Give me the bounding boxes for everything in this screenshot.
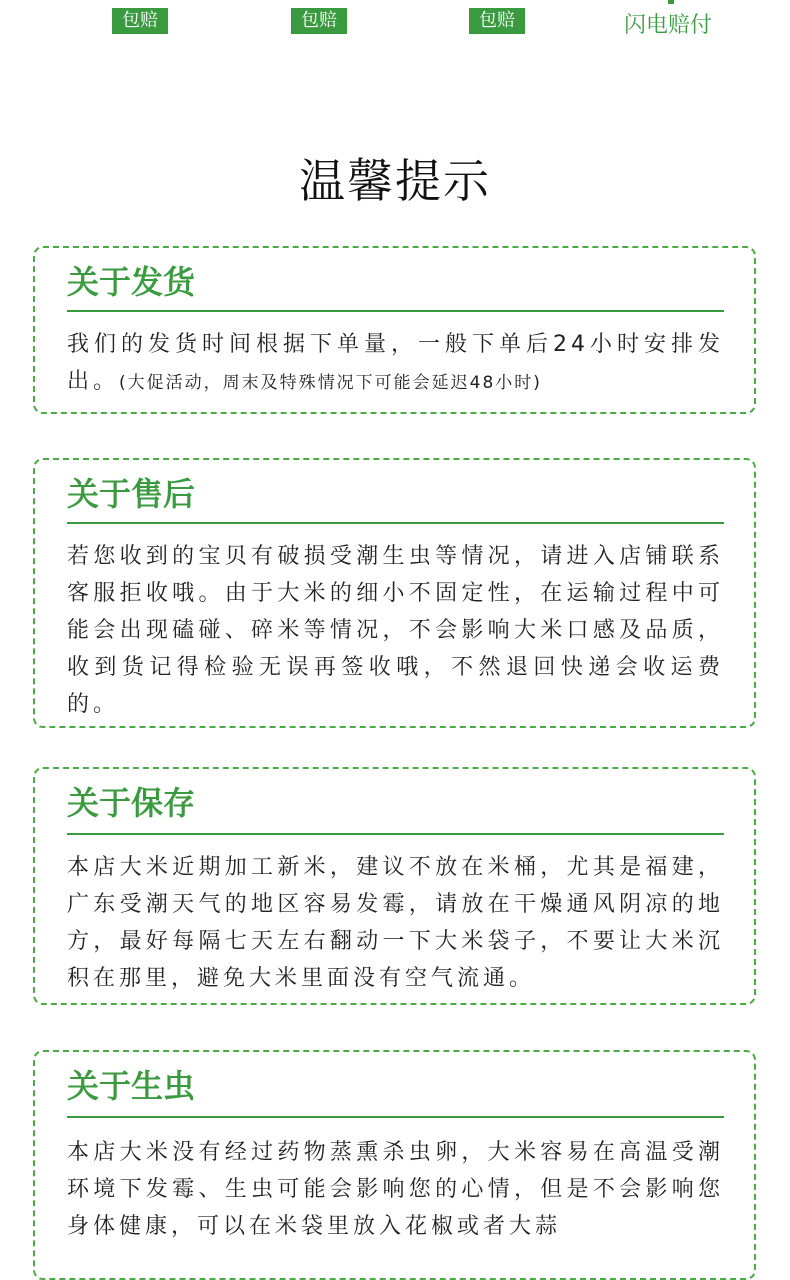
- section-shipping: [33, 246, 756, 414]
- section-divider: [67, 1116, 724, 1118]
- section-insects: [33, 1050, 756, 1280]
- section-note: (大促活动，周末及特殊情况下可能会延迟48小时): [119, 373, 542, 393]
- section-after-sales: [33, 458, 756, 728]
- section-title: 关于发货: [67, 263, 196, 301]
- section-text: 若您收到的宝贝有破损受潮生虫等情况，请进入店铺联系客服拒收哦。由于大米的细小不固定性，在运输过程中可能会出现磕碰、碎米等情况，不会影响大米口感及品质，收到货记得检验无误再签收哦，不然退回快递会收运费的。: [67, 544, 724, 717]
- section-divider: [67, 833, 724, 835]
- section-storage: [33, 767, 756, 1005]
- section-title: 关于保存: [67, 784, 196, 822]
- flash-payout-label: 闪电赔付: [624, 13, 713, 38]
- compensation-badge: 包赔: [291, 8, 347, 34]
- section-title: 关于售后: [67, 475, 196, 513]
- badge-marker-icon: [668, 0, 674, 4]
- section-divider: [67, 310, 724, 312]
- page-title: 温馨提示: [299, 154, 491, 208]
- section-text-main: 我们的发货时间根据下单量，一般下单后24小时安排发出。: [67, 332, 724, 394]
- section-text: 本店大米没有经过药物蒸熏杀虫卵，大米容易在高温受潮环境下发霉、生虫可能会影响您的心情，但是不会影响您身体健康，可以在米袋里放入花椒或者大蒜: [67, 1140, 724, 1239]
- section-text: 本店大米近期加工新米，建议不放在米桶，尤其是福建，广东受潮天气的地区容易发霉，请放在干燥通风阴凉的地方，最好每隔七天左右翻动一下大米袋子，不要让大米沉积在那里，避免大米里面没有空气流通。: [67, 855, 724, 991]
- section-divider: [67, 522, 724, 524]
- guarantee-badges: [0, 0, 790, 60]
- section-text: [67, 326, 724, 402]
- compensation-badge: 包赔: [469, 8, 525, 34]
- compensation-badge: 包赔: [112, 8, 168, 34]
- section-title: 关于生虫: [67, 1067, 196, 1105]
